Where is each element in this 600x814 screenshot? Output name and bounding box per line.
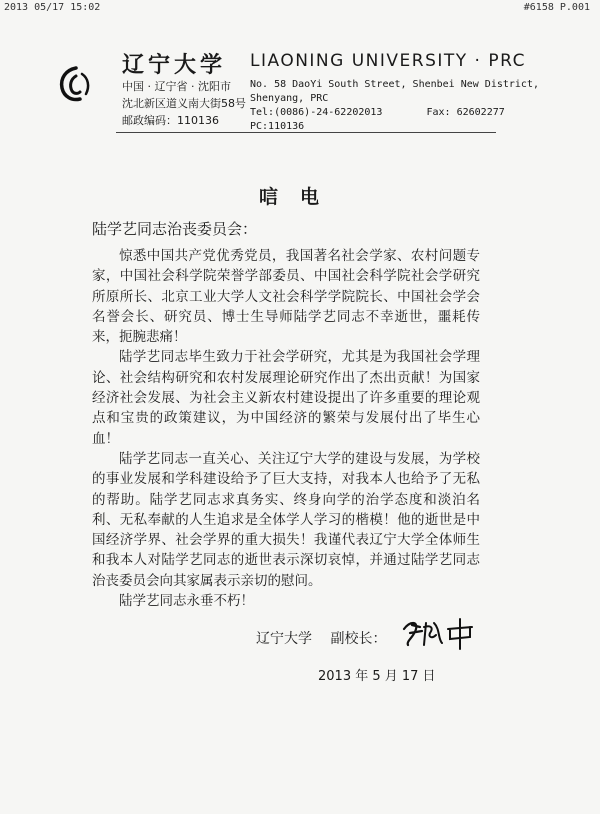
address-en — [250, 78, 539, 134]
address-en-line: No. 58 DaoYi South Street, Shenbei New District, — [250, 79, 539, 90]
fax-header — [4, 2, 590, 16]
body-paragraph: 陆学艺同志永垂不朽！ — [119, 593, 254, 610]
postcode: PC:110136 — [250, 121, 305, 132]
address-cn-line: 沈北新区道义南大街58号 — [122, 97, 246, 110]
signer-line — [256, 628, 386, 648]
fax-page-info: #6158 P.001 — [523, 2, 590, 13]
address-en-line: Shenyang, PRC — [250, 93, 329, 104]
header-divider — [116, 132, 496, 133]
fax-timestamp: 2013 05/17 15:02 — [4, 2, 101, 13]
letter-title: 唁电 — [258, 186, 341, 208]
body-paragraph: 惊悉中国共产党优秀党员，我国著名社会学家、农村问题专家，中国社会科学院荣誉学部委员、中国社会科学院社会学研究所原所长、北京工业大学人文社会科学学院院长、中国社会学会名誉会长、研究员、博士生导师陆学艺同志不幸逝世，噩耗传来，扼腕悲痛！ — [92, 248, 480, 346]
signer-title: 副校长： — [330, 631, 387, 647]
address-cn-line: 中国 · 辽宁省 · 沈阳市 — [122, 80, 231, 93]
fax-number: Fax: 62602277 — [426, 107, 505, 118]
handwritten-signature — [400, 615, 482, 651]
university-name-cn: 辽宁大学 — [122, 53, 227, 78]
letter-date: 2013 年 5 月 17 日 — [318, 669, 436, 684]
signer-org: 辽宁大学 — [256, 631, 312, 647]
letter-body — [92, 246, 480, 611]
contact-row — [250, 106, 539, 120]
university-name-en: LIAONING UNIVERSITY · PRC — [250, 51, 526, 71]
address-cn-line: 邮政编码：110136 — [122, 114, 219, 127]
body-paragraph: 陆学艺同志一直关心、关注辽宁大学的建设与发展，为学校的事业发展和学科建设给予了巨大支持，对我本人也给予了无私的帮助。陆学艺同志求真务实、终身向学的治学态度和淡泊名利、无私奉献的人生追求是全体学人学习的楷模！他的逝世是中国经济学界、社会学界的重大损失！我谨代表辽宁大学全体师生和我本人对陆学艺同志的逝世表示深切哀悼，并通过陆学艺同志治丧委员会向其家属表示亲切的慰问。 — [92, 450, 480, 589]
tel-number: Tel:(0086)-24-62202013 — [250, 107, 383, 118]
body-paragraph: 陆学艺同志毕生致力于社会学研究，尤其是为我国社会学理论、社会结构研究和农村发展理论研究作出了杰出贡献！为国家经济社会发展、为社会主义新农村建设提出了许多重要的理论观点和宝贵的政策建议，为中国经济的繁荣与发展付出了毕生心血！ — [92, 349, 480, 447]
salutation: 陆学艺同志治丧委员会： — [92, 220, 258, 238]
university-logo-icon — [56, 64, 96, 104]
address-cn — [122, 78, 246, 129]
